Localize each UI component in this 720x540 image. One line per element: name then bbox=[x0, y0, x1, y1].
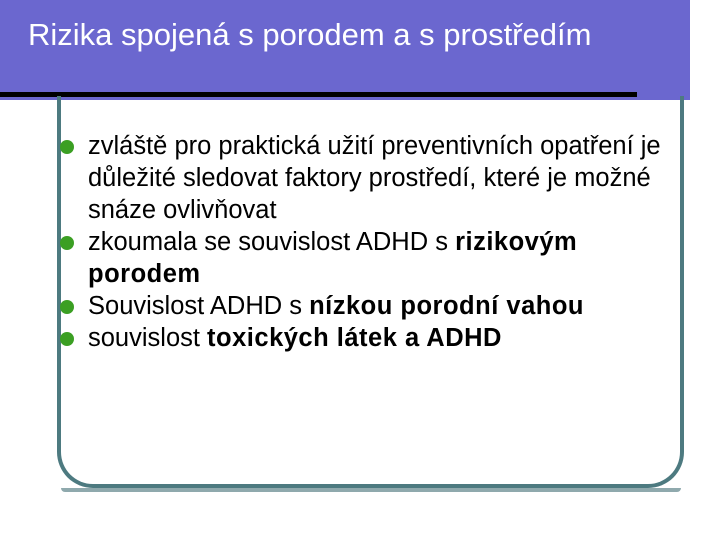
bullet-dot-icon bbox=[60, 236, 74, 250]
bullet-text-bold: nízkou porodní vahou bbox=[309, 292, 584, 320]
bullet-list bbox=[60, 130, 680, 354]
bullet-text: zvláště pro praktická užití preventivních opatření je důležité sledovat faktory prostředí, které je možné snáze ovlivňovat bbox=[88, 132, 661, 224]
bullet-text-bold: toxických látek a ADHD bbox=[207, 324, 502, 352]
bullet-item-1 bbox=[60, 130, 680, 226]
title-right-margin bbox=[690, 0, 720, 100]
bullet-text: zkoumala se souvislost ADHD s bbox=[88, 228, 456, 256]
bullet-item-3 bbox=[60, 290, 680, 322]
bullet-dot-icon bbox=[60, 140, 74, 154]
bullet-item-2 bbox=[60, 226, 680, 290]
bullet-dot-icon bbox=[60, 300, 74, 314]
content-frame-shadow bbox=[61, 488, 681, 492]
bullet-text-bold: rizikovým porodem bbox=[88, 228, 578, 288]
slide-title: Rizika spojená s porodem a s prostředím bbox=[28, 17, 592, 52]
bullet-dot-icon bbox=[60, 332, 74, 346]
bullet-text: souvislost bbox=[88, 324, 208, 352]
bullet-text: Souvislost ADHD s bbox=[88, 292, 310, 320]
bullet-item-4 bbox=[60, 322, 680, 354]
title-bar bbox=[0, 0, 720, 100]
